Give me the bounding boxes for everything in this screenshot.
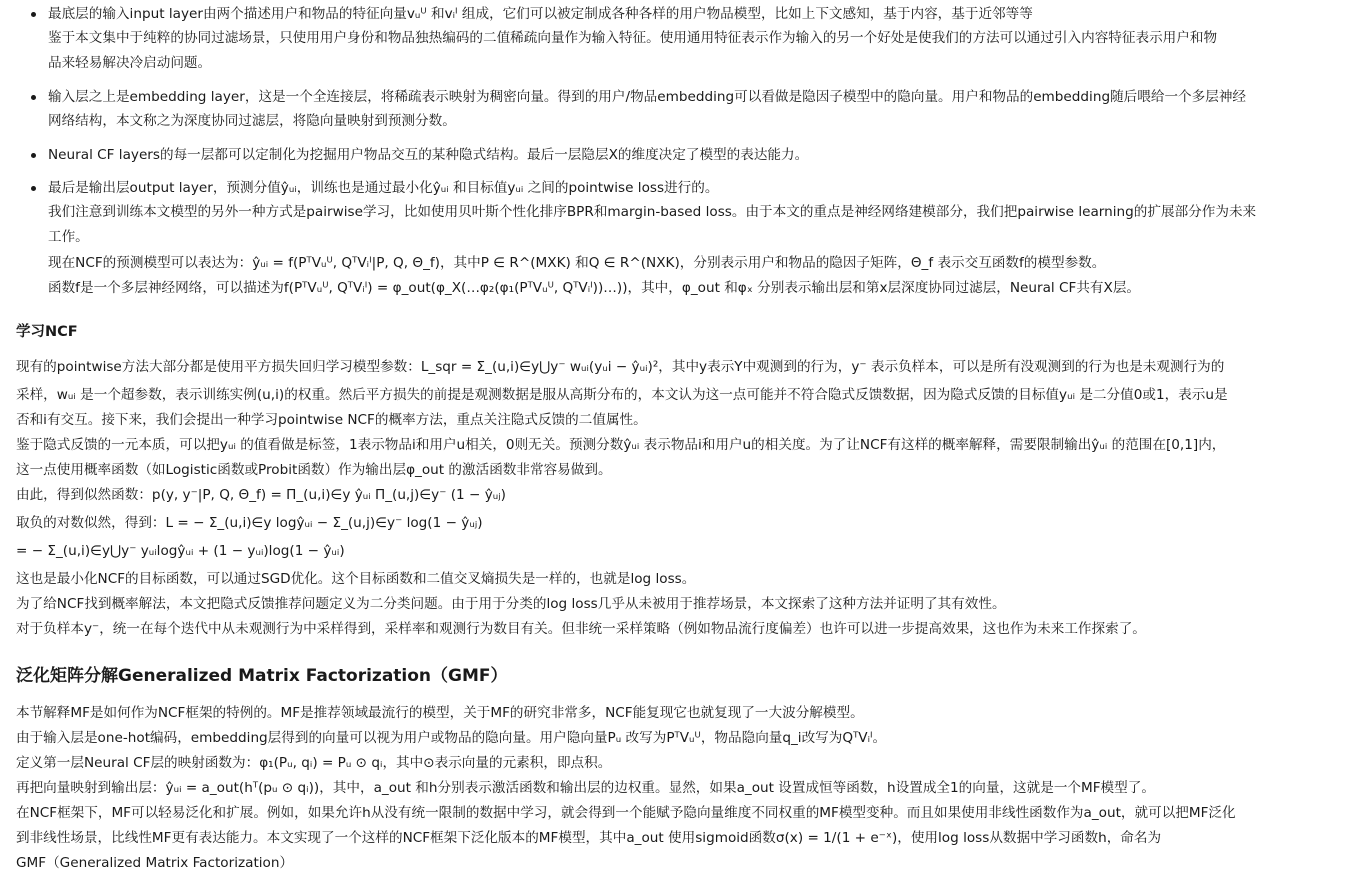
bullet-dot: [31, 153, 36, 158]
bullet-4-line-2: 我们注意到训练本文模型的另外一种方式是pairwise学习，比如使用贝叶斯个性化排序BPR和margin-based loss。由于本文的重点是神经网络建模部分，我们把pairwise learning的扩展部分作为未来: [48, 204, 1257, 220]
bullet-1-line-1: 最底层的输入input layer由两个描述用户和物品的特征向量vᵤᵁ 和vᵢᴵ 组成，它们可以被定制成各种各样的用户物品模型，比如上下文感知，基于内容，基于近邻等等: [48, 6, 1033, 22]
bullet-4-line-5: 函数f是一个多层神经网络，可以描述为f(PᵀVᵤᵁ, QᵀVᵢᴵ) = φ_out(φ_X(…φ₂(φ₁(PᵀVᵤᵁ, QᵀVᵢᴵ))…))，其中，φ_out 和φₓ 分别表示输出层和第x层深度协同过滤层，Neural CF共有X层。: [48, 280, 1141, 296]
bullet-4-line-1: 最后是输出层output layer，预测分值ŷᵤᵢ，训练也是通过最小化ŷᵤᵢ 和目标值yᵤᵢ 之间的pointwise loss进行的。: [48, 180, 719, 196]
learn-line-1: 现有的pointwise方法大部分都是使用平方损失回归学习模型参数：L_sqr = Σ_(u,i)∈y⋃y⁻ wᵤᵢ(yᵤi − ŷᵤᵢ)²，其中y表示Y中观测到的行为，y⁻ 表示负样本，可以是所有没观测到的行为也是未观测行为的: [16, 359, 1225, 375]
bullet-2-line-2: 网络结构，本文称之为深度协同过滤层，将隐向量映射到预测分数。: [48, 113, 456, 129]
gmf-line-7: GMF（Generalized Matrix Factorization）: [16, 855, 294, 871]
bullet-4-line-3: 工作。: [48, 229, 89, 245]
learn-line-2: 采样，wᵤᵢ 是一个超参数，表示训练实例(u,i)的权重。然后平方损失的前提是观测数据是服从高斯分布的，本文认为这一点可能并不符合隐式反馈数据，因为隐式反馈的目标值yᵤᵢ 是二分值0或1，表示u是: [16, 387, 1228, 403]
section-title-learn-ncf: 学习NCF: [16, 324, 78, 340]
section-title-gmf: 泛化矩阵分解Generalized Matrix Factorization（GMF）: [16, 666, 508, 686]
gmf-line-4: 再把向量映射到输出层：ŷᵤᵢ = a_out(hᵀ(pᵤ ⊙ qᵢ))，其中，a_out 和h分别表示激活函数和输出层的边权重。显然，如果a_out 设置成恒等函数，h设置成全1的向量，这就是一个MF模型了。: [16, 780, 1155, 796]
loss-formula-line: = − Σ_(u,i)∈y⋃y⁻ yᵤᵢlogŷᵤᵢ + (1 − yᵤᵢ)log(1 − ŷᵤᵢ): [16, 543, 345, 559]
bullet-2-line-1: 输入层之上是embedding layer，这是一个全连接层，将稀疏表示映射为稠密向量。得到的用户/物品embedding可以看做是隐因子模型中的隐向量。用户和物品的embedding随后喂给一个多层神经: [48, 89, 1247, 105]
learn-line-11: 对于负样本y⁻，统一在每个迭代中从未观测行为中采样得到，采样率和观测行为数目有关。但非统一采样策略（例如物品流行度偏差）也许可以进一步提高效果，这也作为未来工作探索了。: [16, 621, 1146, 637]
bullet-1-line-2: 鉴于本文集中于纯粹的协同过滤场景，只使用用户身份和物品独热编码的二值稀疏向量作为输入特征。使用通用特征表示作为输入的另一个好处是使我们的方法可以通过引入内容特征表示用户和物: [48, 30, 1218, 46]
learn-line-10: 为了给NCF找到概率解法，本文把隐式反馈推荐问题定义为二分类问题。由于用于分类的log loss几乎从未被用于推荐场景，本文探索了这种方法并证明了其有效性。: [16, 596, 1006, 612]
gmf-line-5: 在NCF框架下，MF可以轻易泛化和扩展。例如，如果允许h从没有统一限制的数据中学习，就会得到一个能赋予隐向量维度不同权重的MF模型变种。而且如果使用非线性函数作为a_out，就可以把MF泛化: [16, 805, 1236, 821]
bullet-dot: [31, 12, 36, 17]
gmf-line-3: 定义第一层Neural CF层的映射函数为：φ₁(Pᵤ, qᵢ) = Pᵤ ⊙ qᵢ，其中⊙表示向量的元素积，即点积。: [16, 755, 612, 771]
bullet-3-line-1: Neural CF layers的每一层都可以定制化为挖掘用户物品交互的某种隐式结构。最后一层隐层X的维度决定了模型的表达能力。: [48, 147, 809, 163]
gmf-line-6: 到非线性场景，比线性MF更有表达能力。本文实现了一个这样的NCF框架下泛化版本的MF模型，其中a_out 使用sigmoid函数σ(x) = 1/(1 + e⁻ˣ)，使用log loss从数据中学习函数h，命名为: [16, 830, 1162, 846]
bullet-dot: [31, 186, 36, 191]
learn-line-3: 否和i有交互。接下来，我们会提出一种学习pointwise NCF的概率方法，重点关注隐式反馈的二值属性。: [16, 412, 647, 428]
bullet-1-line-3: 品来轻易解决冷启动问题。: [48, 55, 212, 71]
learn-line-4: 鉴于隐式反馈的一元本质，可以把yᵤᵢ 的值看做是标签，1表示物品i和用户u相关，0则无关。预测分数ŷᵤᵢ 表示物品i和用户u的相关度。为了让NCF有这样的概率解释，需要限制输出ŷᵤᵢ 的范围在[0,1]内，: [16, 437, 1226, 453]
bullet-dot: [31, 95, 36, 100]
learn-line-5: 这一点使用概率函数（如Logistic函数或Probit函数）作为输出层φ_out 的激活函数非常容易做到。: [16, 462, 612, 478]
learn-line-9: 这也是最小化NCF的目标函数，可以通过SGD优化。这个目标函数和二值交叉熵损失是一样的，也就是log loss。: [16, 571, 696, 587]
gmf-line-2: 由于输入层是one-hot编码，embedding层得到的向量可以视为用户或物品的隐向量。用户隐向量Pᵤ 改写为PᵀVᵤᵁ，物品隐向量q_i改写为QᵀVᵢᴵ。: [16, 730, 887, 746]
likelihood-formula-line: 由此，得到似然函数：p(y, y⁻|P, Q, Θ_f) = Π_(u,i)∈y ŷᵤᵢ Π_(u,j)∈y⁻ (1 − ŷᵤⱼ): [16, 487, 506, 503]
neg-log-likelihood-line: 取负的对数似然，得到：L = − Σ_(u,i)∈y logŷᵤᵢ − Σ_(u,j)∈y⁻ log(1 − ŷᵤⱼ): [16, 515, 483, 531]
gmf-line-1: 本节解释MF是如何作为NCF框架的特例的。MF是推荐领域最流行的模型，关于MF的研究非常多，NCF能复现它也就复现了一大波分解模型。: [16, 705, 864, 721]
bullet-4-line-4: 现在NCF的预测模型可以表达为：ŷᵤᵢ = f(PᵀVᵤᵁ, QᵀVᵢᴵ|P, Q, Θ_f)，其中P ∈ R^(MXK) 和Q ∈ R^(NXK)，分别表示用户和物品的隐因子矩阵，Θ_f 表示交互函数f的模型参数。: [48, 255, 1106, 271]
